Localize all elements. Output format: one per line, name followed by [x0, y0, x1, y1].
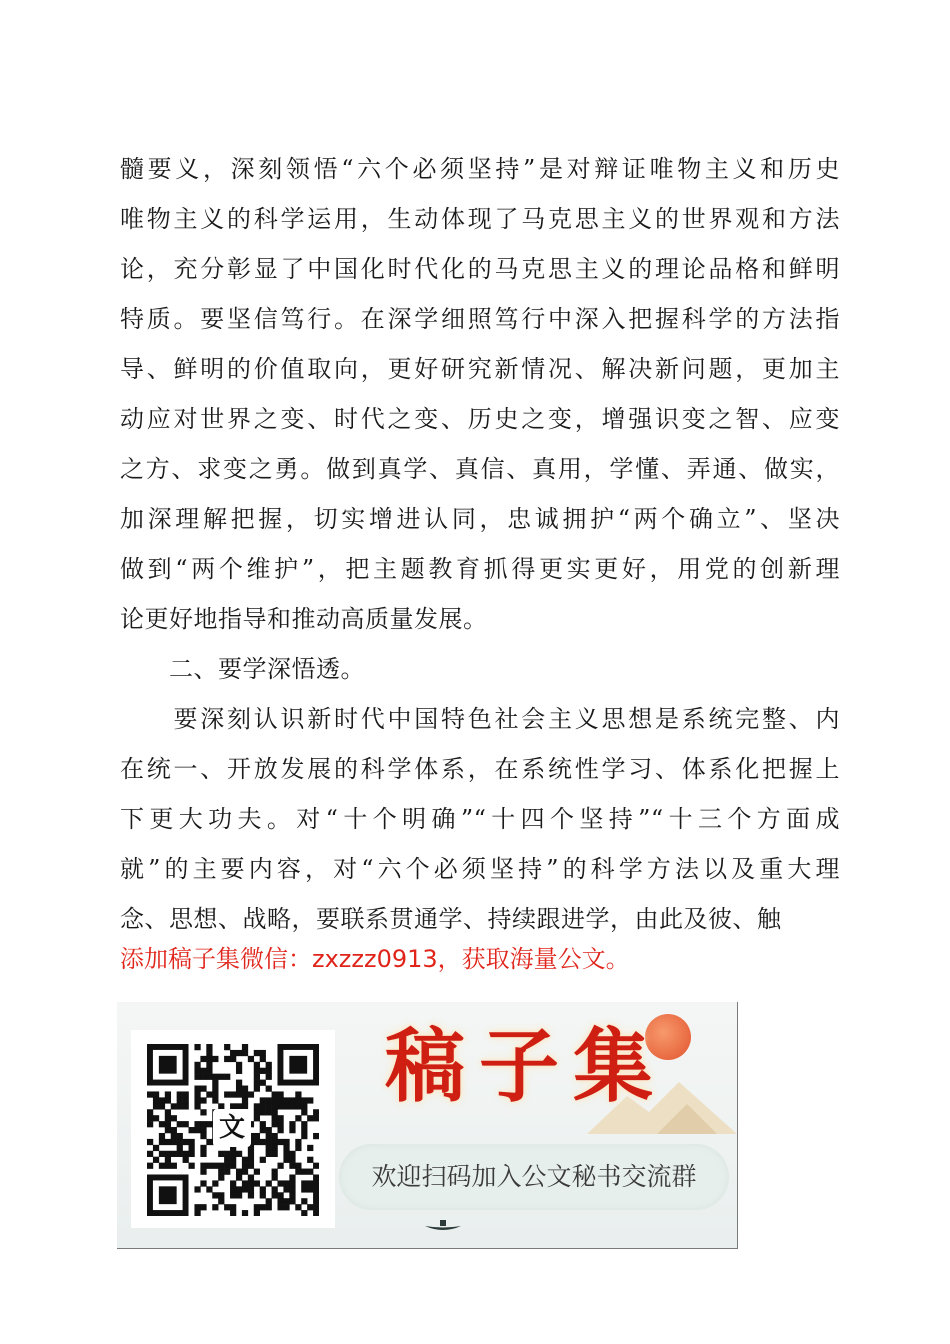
text-line: 髓要义，深刻领悟“六个必须坚持”是对辩证唯物主义和历史	[120, 155, 840, 183]
qr-card	[131, 1030, 335, 1228]
text-line: 做到“两个维护”，把主题教育抓得更实更好，用党的创新理	[120, 555, 840, 583]
brand-title: 稿子集	[385, 1019, 667, 1113]
text-line: 论更好地指导和推动高质量发展。	[120, 605, 488, 633]
text-line: 导、鲜明的价值取向，更好研究新情况、解决新问题，更加主	[120, 355, 840, 383]
boat-icon	[423, 1218, 463, 1234]
text-line: 在统一、开放发展的科学体系，在系统性学习、体系化把握上	[120, 755, 840, 783]
text-line: 就”的主要内容，对“六个必须坚持”的科学方法以及重大理	[120, 855, 840, 883]
slogan-text: 欢迎扫码加入公文秘书交流群	[371, 1162, 697, 1191]
slogan-pill	[339, 1144, 729, 1210]
text-line: 念、思想、战略，要联系贯通学、持续跟进学，由此及彼、触	[120, 905, 782, 933]
text-line: 二、要学深悟透。	[120, 655, 365, 683]
text-line: 下更大功夫。对“十个明确”“十四个坚持”“十三个方面成	[120, 805, 840, 833]
promo-banner	[117, 1002, 738, 1249]
text-line: 加深理解把握，切实增进认同，忠诚拥护“两个确立”、坚决	[120, 505, 840, 533]
qr-badge: 文	[213, 1109, 251, 1147]
text-line: 特质。要坚信笃行。在深学细照笃行中深入把握科学的方法指	[120, 305, 840, 333]
text-line: 论，充分彰显了中国化时代化的马克思主义的理论品格和鲜明	[120, 255, 840, 283]
text-line: 之方、求变之勇。做到真学、真信、真用，学懂、弄通、做实，	[120, 455, 840, 483]
promo-text: 添加稿子集微信：zxzzz0913，获取海量公文。	[120, 945, 630, 973]
text-line: 唯物主义的科学运用，生动体现了马克思主义的世界观和方法	[120, 205, 840, 233]
text-line: 动应对世界之变、时代之变、历史之变，增强识变之智、应变	[120, 405, 840, 433]
text-line: 要深刻认识新时代中国特色社会主义思想是系统完整、内	[120, 705, 840, 733]
